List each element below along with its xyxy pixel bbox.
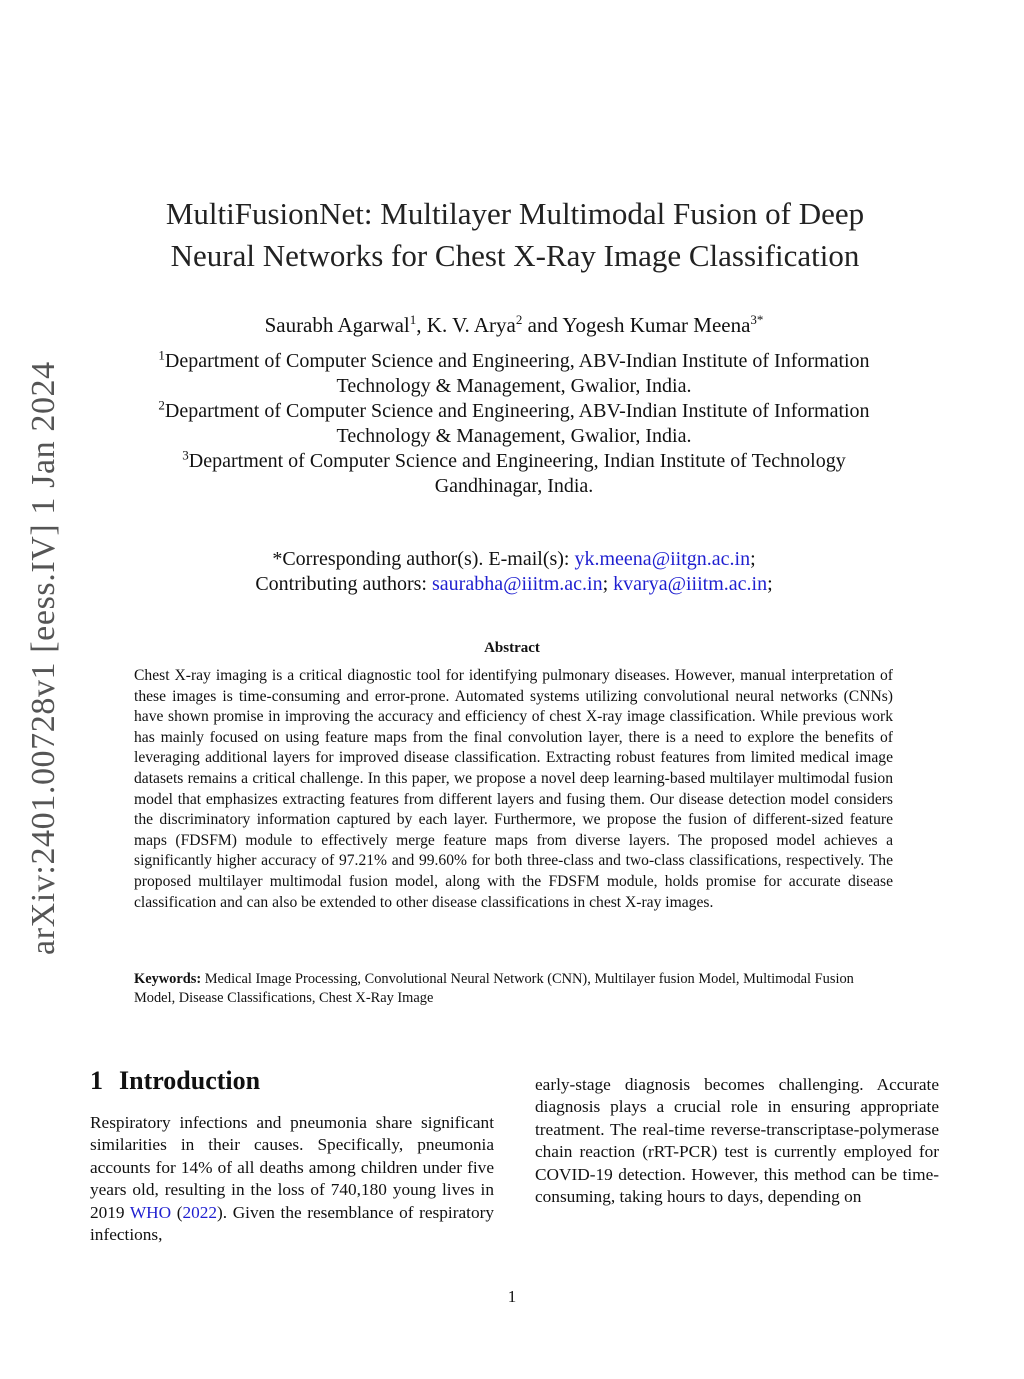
keywords-label: Keywords: — [134, 971, 202, 987]
intro-text: Respiratory infections and pneumonia share significant similarities in their causes. Specifically, pneumonia accounts for 14% of all deaths among children under five years old, resulting in the loss of 740,180 young lives in 2019 — [90, 1113, 494, 1222]
corr-punct: ; — [750, 548, 756, 570]
abstract-body: Chest X-ray imaging is a critical diagnostic tool for identifying pulmonary diseases. However, manual interpretation of these images is time-consuming and error-prone. Automated systems utilizing convolutional neural networks (CNNs) have shown promise in improving the accuracy and efficiency of chest X-ray image classification. While previous work has mainly focused on using feature maps from the final convolution layer, there is a need to explore the benefits of leveraging additional layers for improved disease classification. Extracting robust features from limited medical image datasets remains a critical challenge. In this paper, we propose a novel deep learning-based multilayer multimodal fusion model that emphasizes extracting features from different layers and fusing them. Our disease detection model considers the discriminatory information captured by each layer. Furthermore, we propose the fusion of different-sized feature maps (FDSFM) module to effectively merge feature maps from diverse layers. The proposed model achieves a significantly higher accuracy of 97.21% and 99.60% for both three-class and two-class classifications, respectively. The proposed multilayer multimodal fusion model, along with the FDSFM module, holds promise for accurate disease classification and can also be extended to other disease classifications in chest X-ray images. — [134, 667, 893, 911]
keywords-text: Medical Image Processing, Convolutional Neural Network (CNN), Multilayer fusion Model, Multimodal Fusion Model, Disease Classifications, Chest X-Ray Image — [134, 971, 854, 1006]
corr-label: *Corresponding author(s). E-mail(s): — [272, 548, 575, 570]
citation-year-link[interactable]: 2022 — [182, 1202, 218, 1222]
page-number: 1 — [507, 1287, 517, 1306]
section-title: Introduction — [119, 1066, 261, 1095]
author-affil-mark: 1 — [409, 312, 417, 327]
affiliation-line: Technology & Management, Gwalior, India. — [336, 425, 692, 447]
affiliation-line — [100, 449, 928, 474]
author-name: Yogesh Kumar Meena — [562, 313, 751, 337]
contrib-punct: ; — [767, 573, 773, 595]
title-line-2: Neural Networks for Chest X-Ray Image Classification — [170, 238, 860, 273]
affiliation-line: Gandhinagar, India. — [434, 475, 594, 497]
author-name: Saurabh Agarwal — [264, 313, 410, 337]
section-heading — [90, 1066, 260, 1096]
citation-punct: ). — [217, 1202, 228, 1222]
contrib-separator: ; — [602, 573, 614, 595]
arxiv-identifier-stamp: arXiv:2401.00728v1 [eess.IV] 1 Jan 2024 — [25, 361, 62, 955]
author-affil-mark: 3* — [750, 312, 764, 327]
affiliation-line — [100, 349, 928, 374]
author-name: K. V. Arya — [426, 313, 516, 337]
author-separator: and — [522, 313, 563, 337]
contributing-authors-line — [100, 572, 928, 597]
author-separator: , — [416, 313, 427, 337]
citation-link[interactable]: WHO — [129, 1202, 172, 1222]
corresponding-author-line — [100, 547, 928, 572]
affiliation-line — [100, 399, 928, 424]
keywords — [134, 970, 893, 1008]
affiliation-mark: 2 — [158, 397, 165, 413]
section-number: 1 — [90, 1066, 103, 1095]
title-line-1: MultiFusionNet: Multilayer Multimodal Fusion of Deep — [165, 196, 865, 231]
author-affil-mark: 2 — [515, 312, 523, 327]
affiliation-text: Department of Computer Science and Engineering, ABV-Indian Institute of Information — [164, 350, 870, 372]
affiliation-line: Technology & Management, Gwalior, India. — [336, 375, 692, 397]
intro-text: Given the resemblance of respiratory infections, — [90, 1202, 494, 1245]
contrib-label: Contributing authors: — [255, 573, 432, 595]
affiliation-mark: 3 — [182, 447, 189, 463]
citation-punct: ( — [171, 1202, 183, 1222]
correspondence — [100, 547, 928, 597]
affiliation-mark: 1 — [158, 347, 165, 363]
contributing-email-link[interactable]: saurabha@iiitm.ac.in — [432, 573, 603, 595]
author-list — [100, 313, 928, 338]
contributing-email-link[interactable]: kvarya@iiitm.ac.in — [613, 573, 768, 595]
affiliation-text: Department of Computer Science and Engineering, ABV-Indian Institute of Information — [164, 400, 870, 422]
affiliation-text: Department of Computer Science and Engineering, Indian Institute of Technology — [188, 450, 846, 472]
intro-column-left — [90, 1112, 494, 1246]
paper-title — [120, 193, 910, 277]
affiliations — [100, 349, 928, 499]
corresponding-email-link[interactable]: yk.meena@iitgn.ac.in — [574, 548, 751, 570]
intro-column-right: early-stage diagnosis becomes challenging. Accurate diagnosis plays a crucial role in ensuring appropriate treatment. The real-time reverse-transcriptase-polymerase chain reaction (rRT-PCR) test is currently employed for COVID-19 detection. However, this method can be time-consuming, taking hours to days, depending on — [535, 1075, 939, 1207]
abstract-heading: Abstract — [484, 640, 540, 656]
